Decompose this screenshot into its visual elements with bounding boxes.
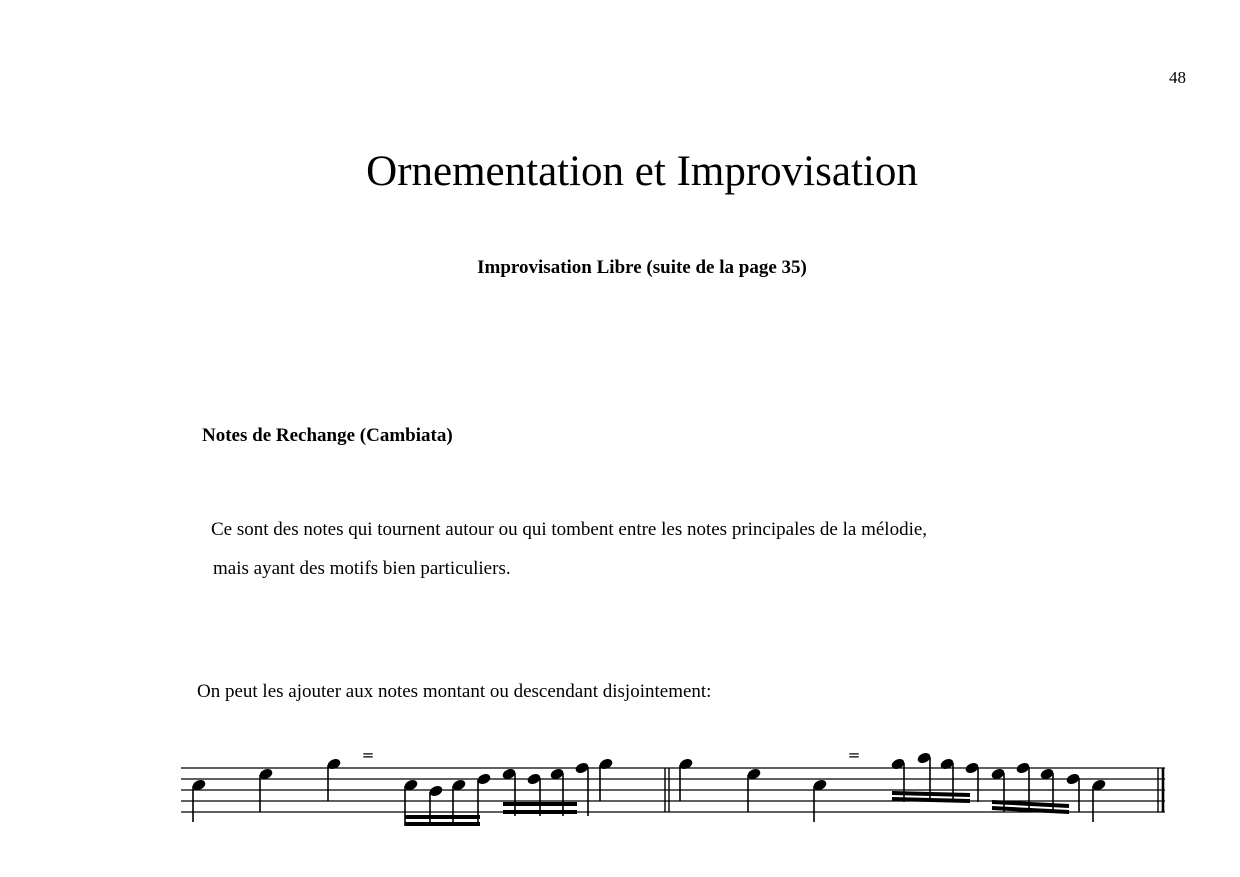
page-title: Ornementation et Improvisation — [366, 148, 918, 195]
paragraph-line-1: Ce sont des notes qui tournent autour ou qui tombent entre les notes principales de la mélodie, — [211, 519, 928, 540]
page-number: 48 — [1169, 68, 1186, 87]
subtitle: Improvisation Libre (suite de la page 35) — [477, 257, 807, 278]
beams — [405, 793, 1069, 824]
note — [574, 761, 590, 816]
beam — [892, 799, 970, 801]
note — [428, 784, 444, 826]
notes — [191, 751, 1107, 826]
note — [549, 767, 565, 816]
note — [501, 767, 517, 816]
note — [812, 778, 828, 822]
note — [1091, 778, 1107, 822]
paragraph-ornaments: On peut les ajouter aux notes montant ou descendant disjointement: — [197, 681, 712, 702]
beam — [892, 793, 970, 795]
equals-mark: = — [847, 746, 861, 764]
section-heading: Notes de Rechange (Cambiata) — [202, 425, 453, 446]
note — [191, 778, 207, 822]
equals-mark: = — [361, 746, 375, 764]
paragraph-line-2: mais ayant des motifs bien particuliers. — [213, 558, 511, 579]
note — [526, 772, 542, 816]
